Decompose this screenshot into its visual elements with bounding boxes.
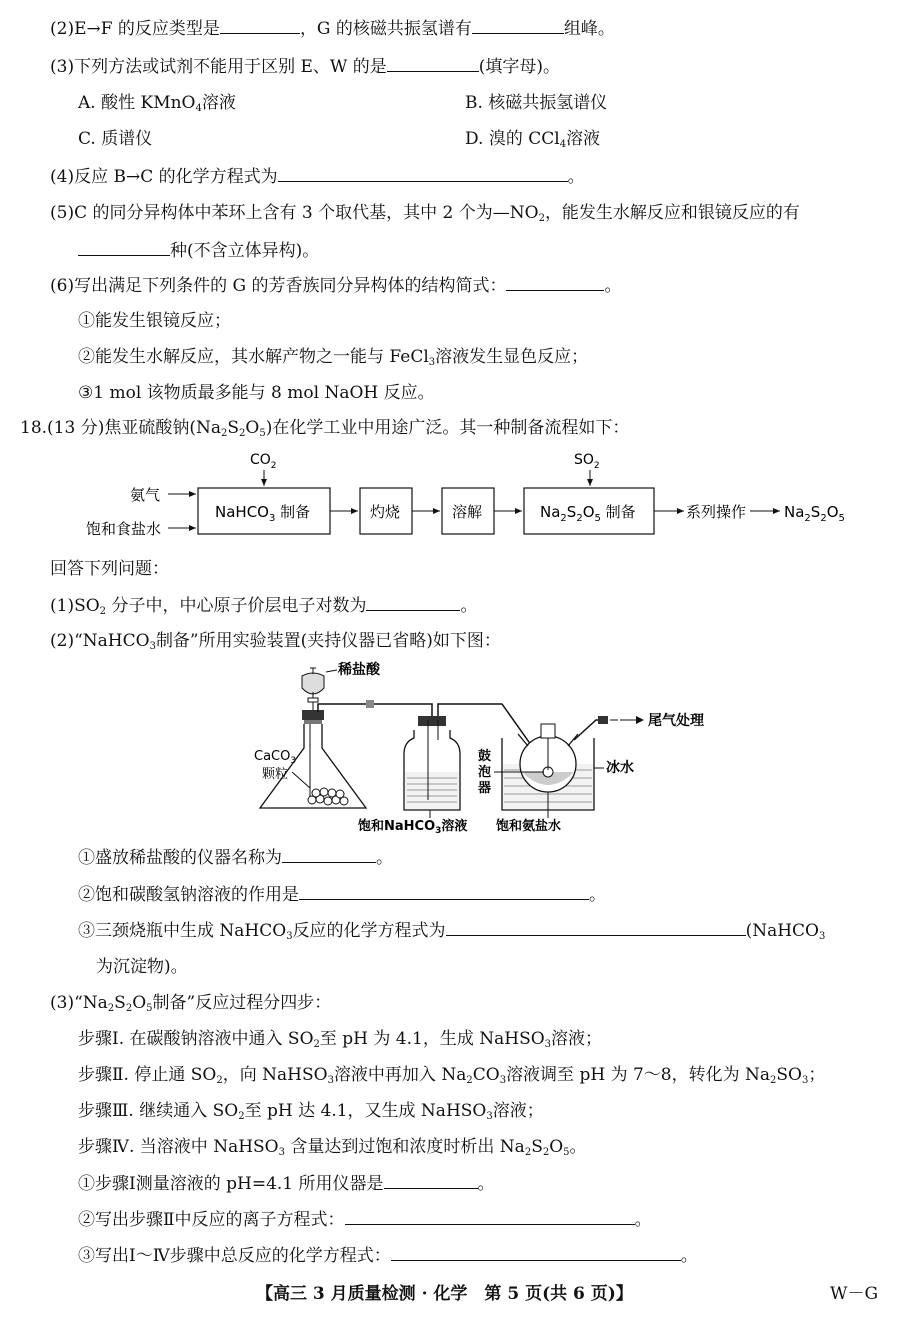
nahco3-solution-label: 饱和NaHCO$_3$溶液 [358,819,468,836]
answer-blank[interactable] [384,1172,478,1189]
svg-text:NaHCO3 制备: NaHCO$_3$ 制备 [215,503,311,524]
q17-part4: (4)反应 B→C 的化学方程式为 。 [50,167,585,187]
answer-blank[interactable] [391,1244,681,1261]
series-operations: 系列操作 [686,503,747,521]
condition-3: ③1 mol 该物质最多能与 8 mol NaOH 反应。 [78,383,435,403]
option-c: C. 质谱仪 [78,129,153,149]
step-1: 步骤Ⅰ. 在碳酸钠溶液中通入 $SO_2$至 pH 为 4.1，生成 NaHSO$_3$溶液； [78,1029,603,1050]
input-ammonia: 氨气 [130,486,161,504]
q17-part5: (5)C 的同分异构体中苯环上含有 3 个取代基，其中 2 个为$—NO_2$，能发生水解反应和银镜反应的有 [50,203,800,224]
answer-prompt: 回答下列问题： [50,559,169,579]
input-brine: 饱和食盐水 [86,520,162,538]
caco3-label: CaCO$_3$ [254,749,297,766]
q18-part3: $(3)“Na_2S_2O_5$制备”反应过程分四步： [50,993,332,1014]
q18-2-sub3: ③三颈烧瓶中生成 NaHCO$_3$反应的化学方程式为 (NaHCO$_3$ [78,921,826,942]
page-footer: 【高三 3 月质量检测 · 化学 第 5 页(共 6 页)】 [256,1284,633,1304]
q18-2-sub2: ②饱和碳酸氢钠溶液的作用是 。 [78,885,606,905]
acid-label: 稀盐酸 [338,662,380,678]
q17-part5-tail: 种(不含立体异构)。 [78,239,319,262]
q17-part3: (3)下列方法或试剂不能用于区别 E、W 的是 (填字母)。 [50,57,561,77]
answer-blank[interactable] [506,274,604,291]
flow-diagram [0,450,900,560]
apparatus-diagram [240,660,760,840]
answer-blank[interactable] [472,17,564,34]
svg-text:溶解: 溶解 [452,503,483,521]
ammonia-brine-label: 饱和氨盐水 [496,819,562,834]
q18-2-sub3-tail: 为沉淀物)。 [96,957,188,977]
q18-3-sub1: ①步骤Ⅰ测量溶液的 pH=4.1 所用仪器是 。 [78,1174,495,1194]
option-a: A. 酸性 KMnO$_4$溶液 [78,93,236,114]
option-d: D. 溴的 CCl$_4$溶液 [465,129,601,150]
answer-blank[interactable] [220,17,300,34]
q18-3-sub3: ③写出Ⅰ～Ⅳ步骤中总反应的化学方程式： 。 [78,1246,698,1266]
page-code: W－G [830,1284,879,1304]
answer-blank[interactable] [387,55,479,72]
step-4: 步骤Ⅳ. 当溶液中 NaHSO$_3$ 含量达到过饱和浓度时析出 $Na_2S_2O_5$。 [78,1137,587,1158]
svg-text:灼烧: 灼烧 [370,503,401,521]
q18-part1: $(1)SO_2$ 分子中，中心原子价层电子对数为 。 [50,596,478,617]
q17-part2: (2)E→F 的反应类型是 ，G 的核磁共振氢谱有 组峰。 [50,19,615,39]
tail-gas-label: 尾气处理 [648,713,704,729]
step-2: 步骤Ⅱ. 停止通 $SO_2$，向 NaHSO$_3$溶液中再加入 $Na_2CO_3$溶液调至 pH 为 7～8，转化为 $Na_2SO_3$； [78,1065,826,1086]
bubbler-label: 鼓 [478,749,492,764]
caco3-granules [308,788,348,805]
answer-blank[interactable] [446,919,746,936]
answer-blank[interactable] [366,594,460,611]
condition-2: ②能发生水解反应，其水解产物之一能与 FeCl$_3$溶液发生显色反应； [78,347,589,368]
answer-blank[interactable] [282,846,376,863]
so2-label: $SO_2$ [574,452,600,471]
svg-text:器: 器 [478,781,492,796]
q18-header: 18.(13 分)焦亚硫酸钠$(Na_2S_2O_5)$在化学工业中用途广泛。其一种制备流程如下： [20,418,630,439]
q17-part6: (6)写出满足下列条件的 G 的芳香族同分异构体的结构简式： 。 [50,276,622,296]
q18-part2: (2)“NaHCO$_3$制备”所用实验装置(夹持仪器已省略)如下图： [50,631,501,652]
product-label: $Na_2S_2O_5$ [784,503,845,524]
svg-text:Na2S2O5 制备: $Na_2S_2O_5$ 制备 [540,503,636,524]
co2-label: $CO_2$ [250,452,277,471]
condition-1: ①能发生银镜反应； [78,311,231,331]
q18-2-sub1: ①盛放稀盐酸的仪器名称为 。 [78,848,393,868]
answer-blank[interactable] [299,883,589,900]
answer-blank[interactable] [278,165,568,182]
option-b: B. 核磁共振氢谱仪 [465,93,608,113]
ice-water-label: 冰水 [606,760,634,776]
step-3: 步骤Ⅲ. 继续通入 $SO_2$至 pH 达 4.1，又生成 NaHSO$_3$溶液； [78,1101,544,1122]
separatory-funnel [302,668,324,694]
q18-3-sub2: ②写出步骤Ⅱ中反应的离子方程式： 。 [78,1210,652,1230]
svg-text:泡: 泡 [478,765,492,780]
answer-blank[interactable] [78,239,170,256]
answer-blank[interactable] [345,1208,635,1225]
granule-label: 颗粒 [262,767,289,782]
